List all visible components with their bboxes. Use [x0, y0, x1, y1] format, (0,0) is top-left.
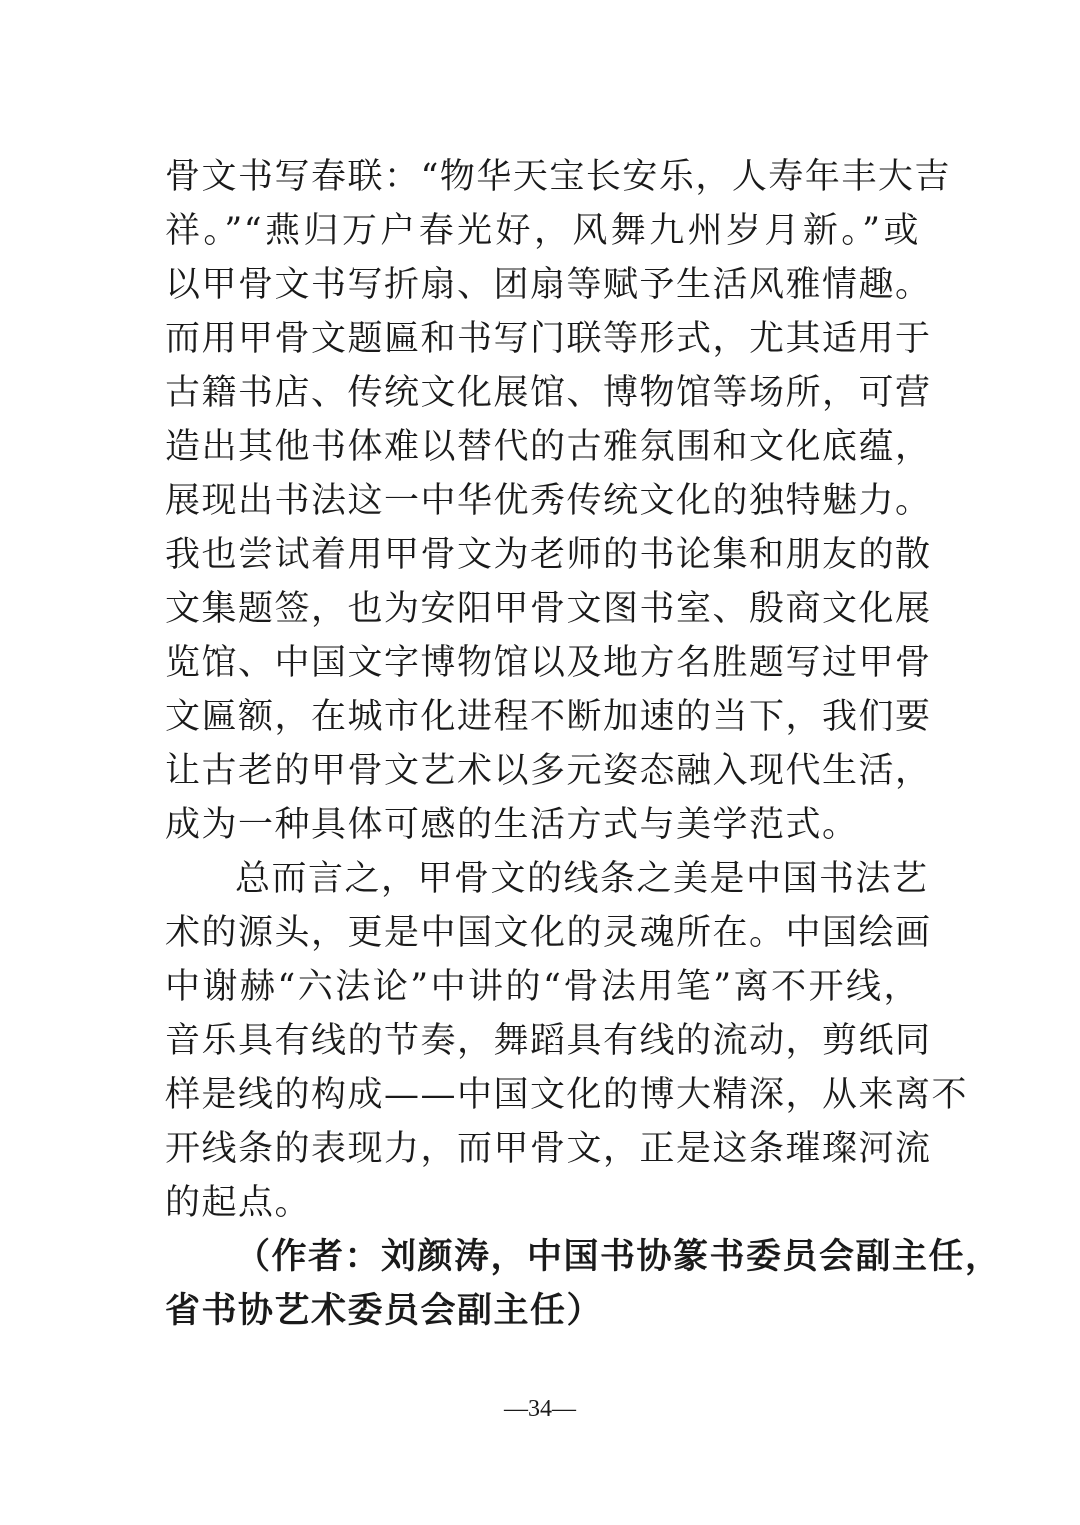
text-line: 览馆、中国文字博物馆以及地方名胜题写过甲骨 — [165, 643, 932, 683]
article-body — [165, 150, 1002, 1338]
paragraph-2 — [165, 852, 969, 1230]
author-line: （作者：刘颜涛，中国书协篆书委员会副主任， — [235, 1236, 1002, 1277]
author-note — [165, 1230, 1002, 1338]
text-line: 成为一种具体可感的生活方式与美学范式。 — [165, 805, 859, 845]
text-line: 以甲骨文书写折扇、团扇等赋予生活风雅情趣。 — [165, 265, 932, 305]
text-line: 开线条的表现力，而甲骨文，正是这条璀璨河流 — [165, 1129, 932, 1169]
text-line: 古籍书店、传统文化展馆、博物馆等场所，可营 — [165, 373, 932, 413]
text-line: 术的源头，更是中国文化的灵魂所在。中国绘画 — [165, 913, 932, 953]
text-line: 音乐具有线的节奏，舞蹈具有线的流动，剪纸同 — [165, 1021, 932, 1061]
paragraph-1 — [165, 150, 951, 852]
text-line: 的起点。 — [165, 1183, 312, 1223]
text-line: 展现出书法这一中华优秀传统文化的独特魅力。 — [165, 481, 932, 521]
text-line: 总而言之，甲骨文的线条之美是中国书法艺 — [235, 859, 929, 899]
text-line: 文集题签，也为安阳甲骨文图书室、殷商文化展 — [165, 589, 932, 629]
text-line: 中谢赫“六法论”中讲的“骨法用笔”离不开线， — [165, 967, 920, 1007]
text-line: 我也尝试着用甲骨文为老师的书论集和朋友的散 — [165, 535, 932, 575]
text-line: 骨文书写春联：“物华天宝长安乐，人寿年丰大吉 — [165, 157, 951, 197]
text-line: 让古老的甲骨文艺术以多元姿态融入现代生活， — [165, 751, 932, 791]
page-number: —34— — [504, 1396, 576, 1422]
text-line: 样是线的构成——中国文化的博大精深，从来离不 — [165, 1075, 969, 1115]
author-line: 省书协艺术委员会副主任） — [165, 1290, 604, 1331]
text-line: 祥。”“燕归万户春光好，风舞九州岁月新。”或 — [165, 211, 920, 251]
text-line: 而用甲骨文题匾和书写门联等形式，尤其适用于 — [165, 319, 932, 359]
text-line: 造出其他书体难以替代的古雅氛围和文化底蕴， — [165, 427, 932, 467]
text-line: 文匾额，在城市化进程不断加速的当下，我们要 — [165, 697, 932, 737]
